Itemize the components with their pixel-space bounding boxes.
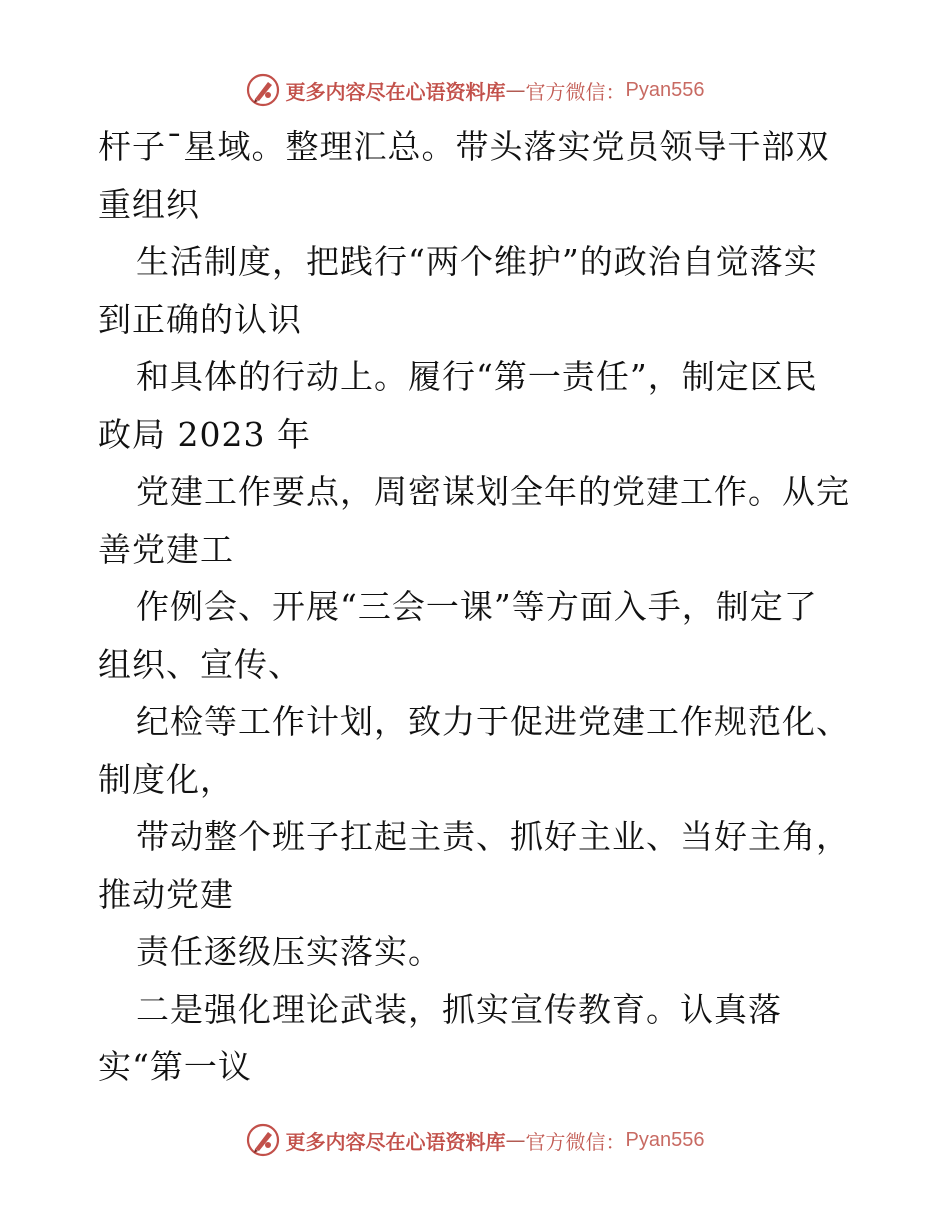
red-pen-logo-icon: [246, 73, 280, 107]
banner-text: 更多内容尽在心语资料库: [285, 79, 506, 104]
banner-wechat-id: Pyan556: [625, 1128, 705, 1151]
text-line: 作例会、开展“三会一课”等方面入手，制定了: [136, 587, 818, 626]
text-line: 责任逐级压实落实。: [136, 932, 442, 971]
text-line: 实“第一议: [98, 1047, 252, 1086]
text-line: 推动党建: [98, 874, 234, 914]
header-banner: [0, 70, 950, 110]
text-line: 政局 2023 年: [98, 414, 311, 454]
banner-wechat-label: 官方微信：: [525, 79, 626, 104]
red-pen-logo-icon: [246, 1123, 280, 1157]
text-line: 组织、宣传、: [98, 644, 302, 684]
text-line: 重组织: [98, 184, 200, 224]
text-line: 生活制度，把践行“两个维护”的政治自觉落实: [136, 242, 818, 281]
text-line: 带动整个班子扛起主责、抓好主业、当好主角，: [136, 817, 850, 856]
text-line: 制度化，: [98, 759, 234, 799]
text-line: 纪检等工作计划，致力于促进党建工作规范化、: [136, 702, 850, 741]
text-line: 到正确的认识: [98, 299, 302, 339]
document-body: [98, 118, 858, 1096]
text-line: 二是强化理论武装，抓实宣传教育。认真落: [136, 989, 782, 1029]
footer-banner: [0, 1120, 950, 1160]
banner-separator: —: [505, 1128, 526, 1152]
banner-separator: —: [505, 78, 526, 102]
text-line: 和具体的行动上。履行“第一责任”，制定区民: [136, 357, 818, 396]
banner-text: 更多内容尽在心语资料库: [285, 1129, 506, 1154]
text-line: 善党建工: [98, 529, 234, 569]
banner-wechat-id: Pyan556: [625, 78, 705, 101]
banner-wechat-label: 官方微信：: [525, 1129, 626, 1154]
text-line: 党建工作要点，周密谋划全年的党建工作。从完: [136, 472, 850, 511]
text-line: 杆子¯星域。整理汇总。带头落实党员领导干部双: [98, 127, 830, 166]
